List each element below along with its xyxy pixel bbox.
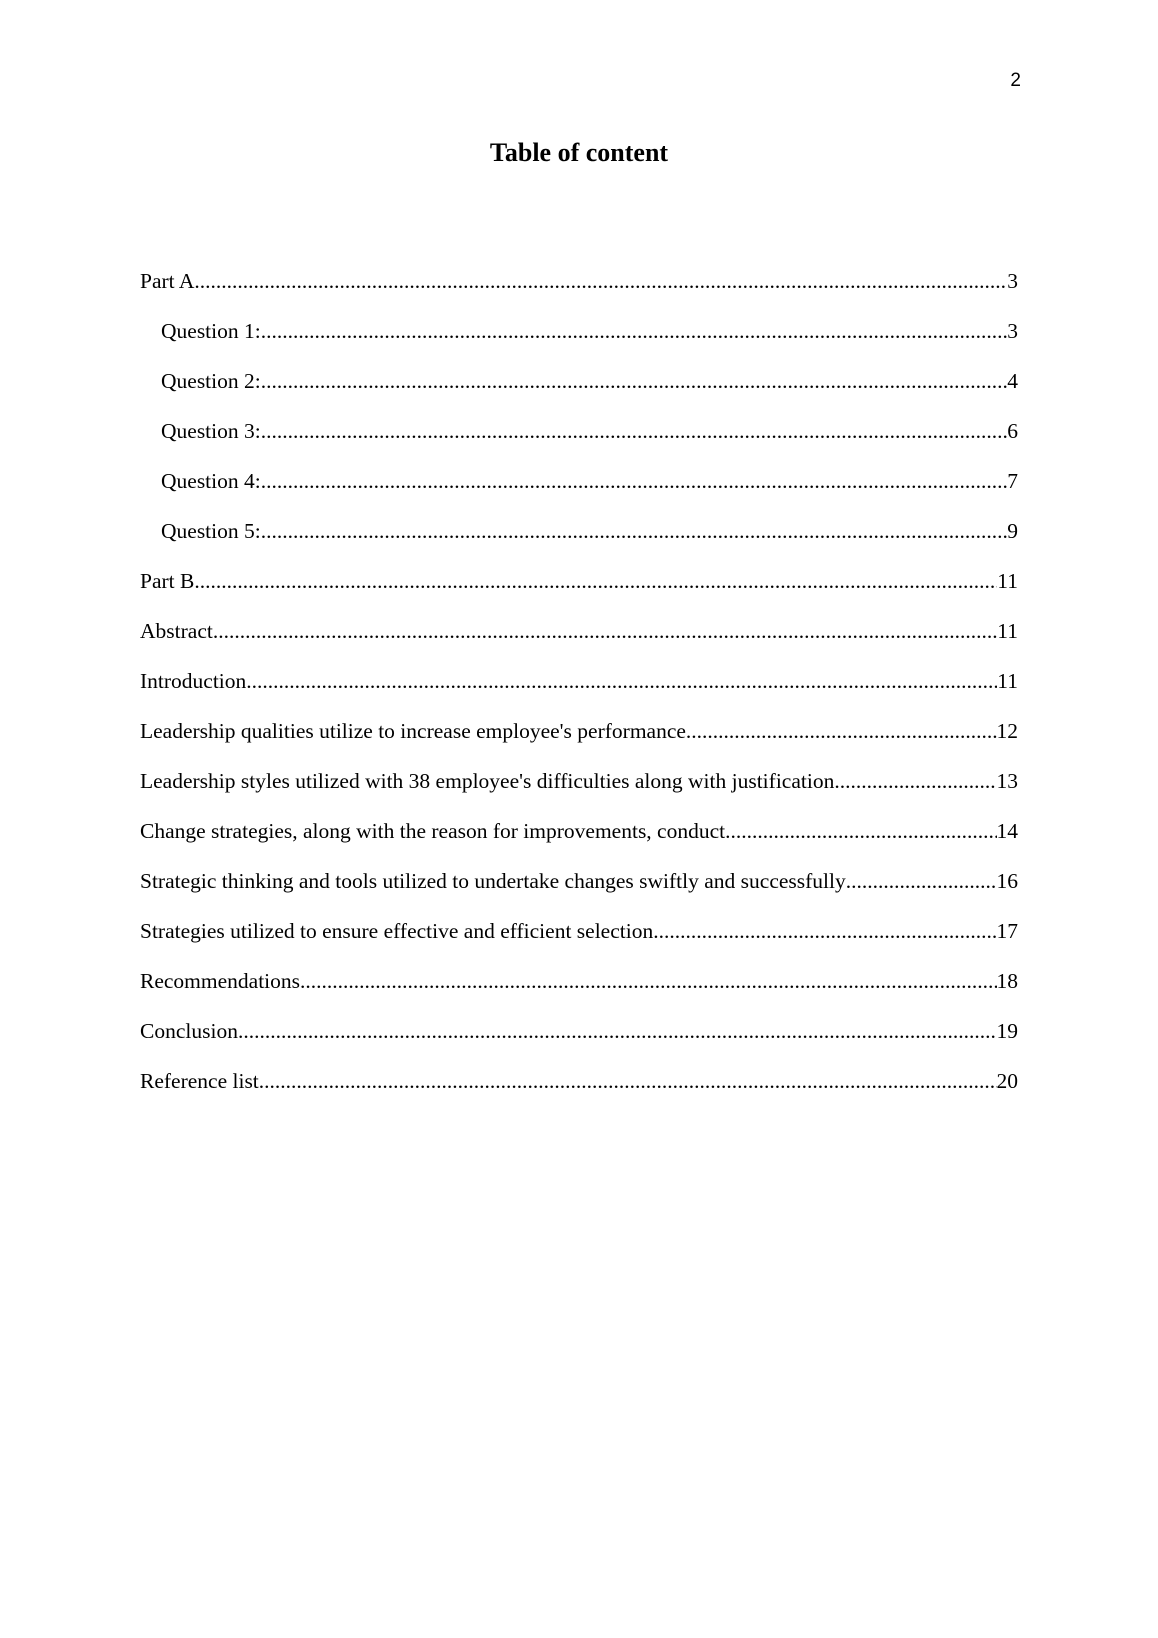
toc-entry[interactable] (140, 518, 1018, 568)
toc-entry[interactable] (140, 668, 1018, 718)
toc-dot-leader (261, 368, 1008, 394)
toc-dot-leader (686, 718, 997, 744)
toc-entry-label: Recommendations (140, 969, 301, 993)
toc-dot-leader (238, 1018, 997, 1044)
toc-entry-page: 12 (996, 719, 1018, 743)
toc-entry[interactable] (140, 568, 1018, 618)
toc-entry-label: Leadership styles utilized with 38 employee's difficulties along with justification (140, 769, 835, 793)
toc-entry-label: Strategic thinking and tools utilized to undertake changes swiftly and successfully (140, 869, 846, 893)
page-number: 2 (1010, 70, 1021, 91)
toc-entry-label: Leadership qualities utilize to increase employee's performance (140, 719, 686, 743)
toc-entry-page: 20 (996, 1069, 1018, 1093)
toc-entry-label: Part B (140, 569, 195, 593)
toc-entry[interactable] (140, 468, 1018, 518)
toc-entry[interactable] (140, 868, 1018, 918)
toc-entry[interactable] (140, 318, 1018, 368)
toc-dot-leader (725, 818, 996, 844)
toc-entry-page: 3 (1007, 319, 1018, 343)
toc-entry-page: 17 (996, 919, 1018, 943)
toc-dot-leader (259, 1068, 997, 1094)
toc-entry[interactable] (140, 618, 1018, 668)
toc-title: Table of content (489, 138, 669, 167)
toc-entry-page: 7 (1007, 469, 1018, 493)
toc-entry-label: Reference list (140, 1069, 259, 1093)
toc-entry-label: Change strategies, along with the reason for improvements, conduct (140, 819, 726, 843)
toc-entry[interactable] (140, 718, 1018, 768)
toc-entry-page: 6 (1007, 419, 1018, 443)
toc-entry[interactable] (140, 1018, 1018, 1068)
toc-entry[interactable] (140, 1068, 1018, 1118)
toc-entry-page: 14 (996, 819, 1018, 843)
toc-entry-page: 11 (997, 569, 1018, 593)
toc-dot-leader (194, 268, 1007, 294)
toc-dot-leader (653, 918, 996, 944)
toc-entry-page: 11 (997, 669, 1018, 693)
toc-entry-label: Question 4: (161, 469, 261, 493)
toc-entry-label: Question 5: (161, 519, 261, 543)
toc-dot-leader (213, 618, 997, 644)
toc-entry-label: Question 3: (161, 419, 261, 443)
toc-entry-page: 18 (996, 969, 1018, 993)
toc-entry[interactable] (140, 768, 1018, 818)
toc-entry-page: 13 (996, 769, 1018, 793)
toc-entry-page: 19 (996, 1019, 1018, 1043)
toc-entry-page: 16 (996, 869, 1018, 893)
toc-entry[interactable] (140, 268, 1018, 318)
toc-entry[interactable] (140, 968, 1018, 1018)
toc-dot-leader (834, 768, 996, 794)
toc-entry[interactable] (140, 918, 1018, 968)
toc-entry-page: 3 (1007, 269, 1018, 293)
toc-entry-label: Strategies utilized to ensure effective and efficient selection (140, 919, 654, 943)
toc-dot-leader (261, 518, 1008, 544)
toc-entry-label: Abstract (140, 619, 213, 643)
toc-entry-label: Introduction (140, 669, 247, 693)
toc-list (140, 268, 1018, 1118)
toc-entry-page: 11 (997, 619, 1018, 643)
toc-dot-leader (194, 568, 997, 594)
toc-dot-leader (246, 668, 997, 694)
toc-entry-page: 4 (1007, 369, 1018, 393)
toc-dot-leader (261, 318, 1008, 344)
toc-entry-page: 9 (1007, 519, 1018, 543)
toc-entry[interactable] (140, 368, 1018, 418)
toc-dot-leader (261, 468, 1008, 494)
toc-entry-label: Question 2: (161, 369, 261, 393)
toc-dot-leader (846, 868, 997, 894)
toc-entry-label: Part A (140, 269, 195, 293)
toc-dot-leader (261, 418, 1008, 444)
toc-entry-label: Question 1: (161, 319, 261, 343)
toc-dot-leader (300, 968, 996, 994)
toc-entry-label: Conclusion (140, 1019, 238, 1043)
toc-entry[interactable] (140, 818, 1018, 868)
toc-entry[interactable] (140, 418, 1018, 468)
